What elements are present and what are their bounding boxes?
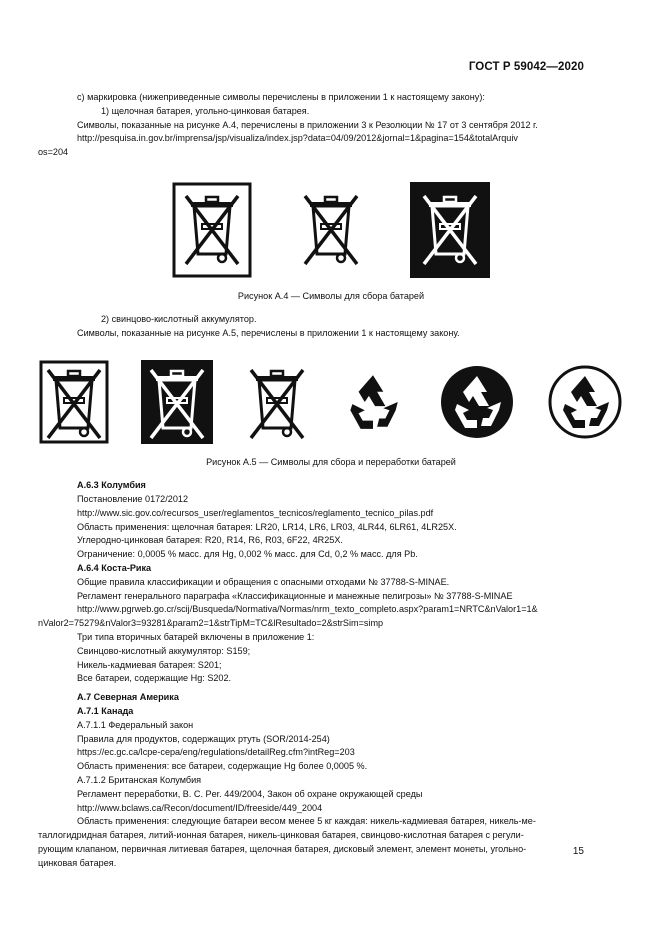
colombia-line: Углеродно-цинковая батарея: R20, R14, R6, R03, 6F22, 4R25X. <box>77 535 343 546</box>
canada-line: http://www.bclaws.ca/Recon/document/ID/freeside/449_2004 <box>77 802 323 813</box>
colombia-line: Постановление 0172/2012 <box>77 493 188 504</box>
url-line: http://pesquisa.in.gov.br/imprensa/jsp/visualiza/index.jsp?data=04/09/2012&jornal=1&pagina=154&totalArquiv <box>77 133 518 144</box>
scope-line: цинковая батарея. <box>38 857 117 868</box>
resolution-url <box>38 132 585 160</box>
canada-line: https://ec.gc.ca/lcpe-cepa/eng/regulations/detailReg.cfm?intReg=203 <box>77 747 355 758</box>
canada-line: Правила для продуктов, содержащих ртуть (SOR/2014-254) <box>77 733 330 744</box>
costa-rica-line: Общие правила классификации и обращения с опасными отходами № 37788-S-MINAE. <box>77 576 450 587</box>
figure-a4-caption: Рисунок А.4 — Символы для сбора батарей <box>237 290 425 301</box>
marking-item: c) маркировка (нижеприведенные символы перечислены в приложении 1 к настоящему закону): <box>77 92 485 102</box>
colombia-line: Область применения: щелочная батарея: LR20, LR14, LR6, LR03, 4LR44, 6LR61, 4LR25X. <box>77 521 457 532</box>
section-colombia-heading: А.6.3 Колумбия <box>77 480 146 491</box>
crossed-bin-inverted-icon <box>141 360 213 444</box>
costa-rica-url <box>38 603 585 631</box>
costa-rica-line: Регламент генерального параграфа «Классификационные и манежные пелигрозы» № 37788-S-MINAE <box>77 590 513 601</box>
page-number: 15 <box>572 846 584 857</box>
section-north-america-heading: А.7 Северная Америка <box>77 692 179 703</box>
canada-line: А.7.1.1 Федеральный закон <box>77 719 194 730</box>
url-line: nValor2=75279&nValor3=93281&param2=1&strTipM=TC&lResultado=2&strSim=simp <box>38 618 384 629</box>
costa-rica-line: Все батареи, содержащие Hg: S202. <box>77 673 232 684</box>
colombia-line: http://www.sic.gov.co/recursos_user/reglamentos_tecnicos/reglamento_tecnico_pilas.pdf <box>77 507 434 518</box>
figure-a4 <box>77 180 585 280</box>
canada-line: Область применения: все батареи, содержащие Hg более 0,0005 %. <box>77 761 368 772</box>
colombia-line: Ограничение: 0,0005 % масс. для Hg, 0,002 % масс. для Cd, 0,2 % масс. для Pb. <box>77 549 418 560</box>
crossed-bin-inverted-icon <box>410 182 490 278</box>
scope-line: рующим клапаном, первичная литиевая батарея, щелочная батарея, дисковый элемент, элемент монеты, угольно- <box>38 843 527 854</box>
figure-a5-caption: Рисунок А.5 — Символы для сбора и переработки батарей <box>206 457 456 468</box>
canada-line: Регламент переработки, B. C. Per. 449/2004, Закон об охране окружающей среды <box>77 788 423 799</box>
recycle-circle-outline-icon <box>547 364 623 440</box>
crossed-bin-framed-icon <box>39 360 109 444</box>
symbols-a4-text: Символы, показанные на рисунке А.4, перечислены в приложении 3 к Резолюции № 17 от 3 сентября 2012 г. <box>77 119 538 130</box>
symbols-a5-text: Символы, показанные на рисунке А.5, перечислены в приложении 1 к настоящему закону. <box>77 327 460 338</box>
crossed-bin-outline-icon <box>296 182 366 278</box>
page-content <box>38 91 585 870</box>
scope-paragraph <box>38 815 585 870</box>
item-lead-acid: 2) свинцово-кислотный аккумулятор. <box>101 313 257 324</box>
document-id: ГОСТ Р 59042—2020 <box>468 61 584 73</box>
crossed-bin-framed-icon <box>172 182 252 278</box>
item-alkaline: 1) щелочная батарея, угольно-цинковая батарея. <box>101 105 310 116</box>
recycle-circle-inverted-icon <box>439 364 515 440</box>
figure-a5 <box>39 356 623 448</box>
section-costa-rica-heading: А.6.4 Коста-Рика <box>77 562 152 573</box>
section-canada-heading: А.7.1 Канада <box>77 705 134 716</box>
crossed-bin-outline-icon <box>246 362 308 442</box>
scope-line: таллогидридная батарея, литий-ионная батарея, никель-цинковая батарея, свинцово-кислотная батарея с регули- <box>38 830 524 841</box>
costa-rica-line: Никель-кадмиевая батарея: S201; <box>77 659 222 670</box>
costa-rica-line: Свинцово-кислотный аккумулятор: S159; <box>77 645 251 656</box>
costa-rica-line: Три типа вторичных батарей включены в приложение 1: <box>77 631 315 642</box>
recycle-arrows-icon <box>340 369 406 435</box>
url-line: os=204 <box>38 147 69 158</box>
scope-line: Область применения: следующие батареи весом менее 5 кг каждая: никель-кадмиевая батарея, никель-ме- <box>77 816 536 827</box>
canada-line: А.7.1.2 Британская Колумбия <box>77 774 202 785</box>
url-line: http://www.pgrweb.go.cr/scij/Busqueda/Normativa/Normas/nrm_texto_completo.aspx?param1=NRTC&nValor1=1& <box>77 604 538 615</box>
